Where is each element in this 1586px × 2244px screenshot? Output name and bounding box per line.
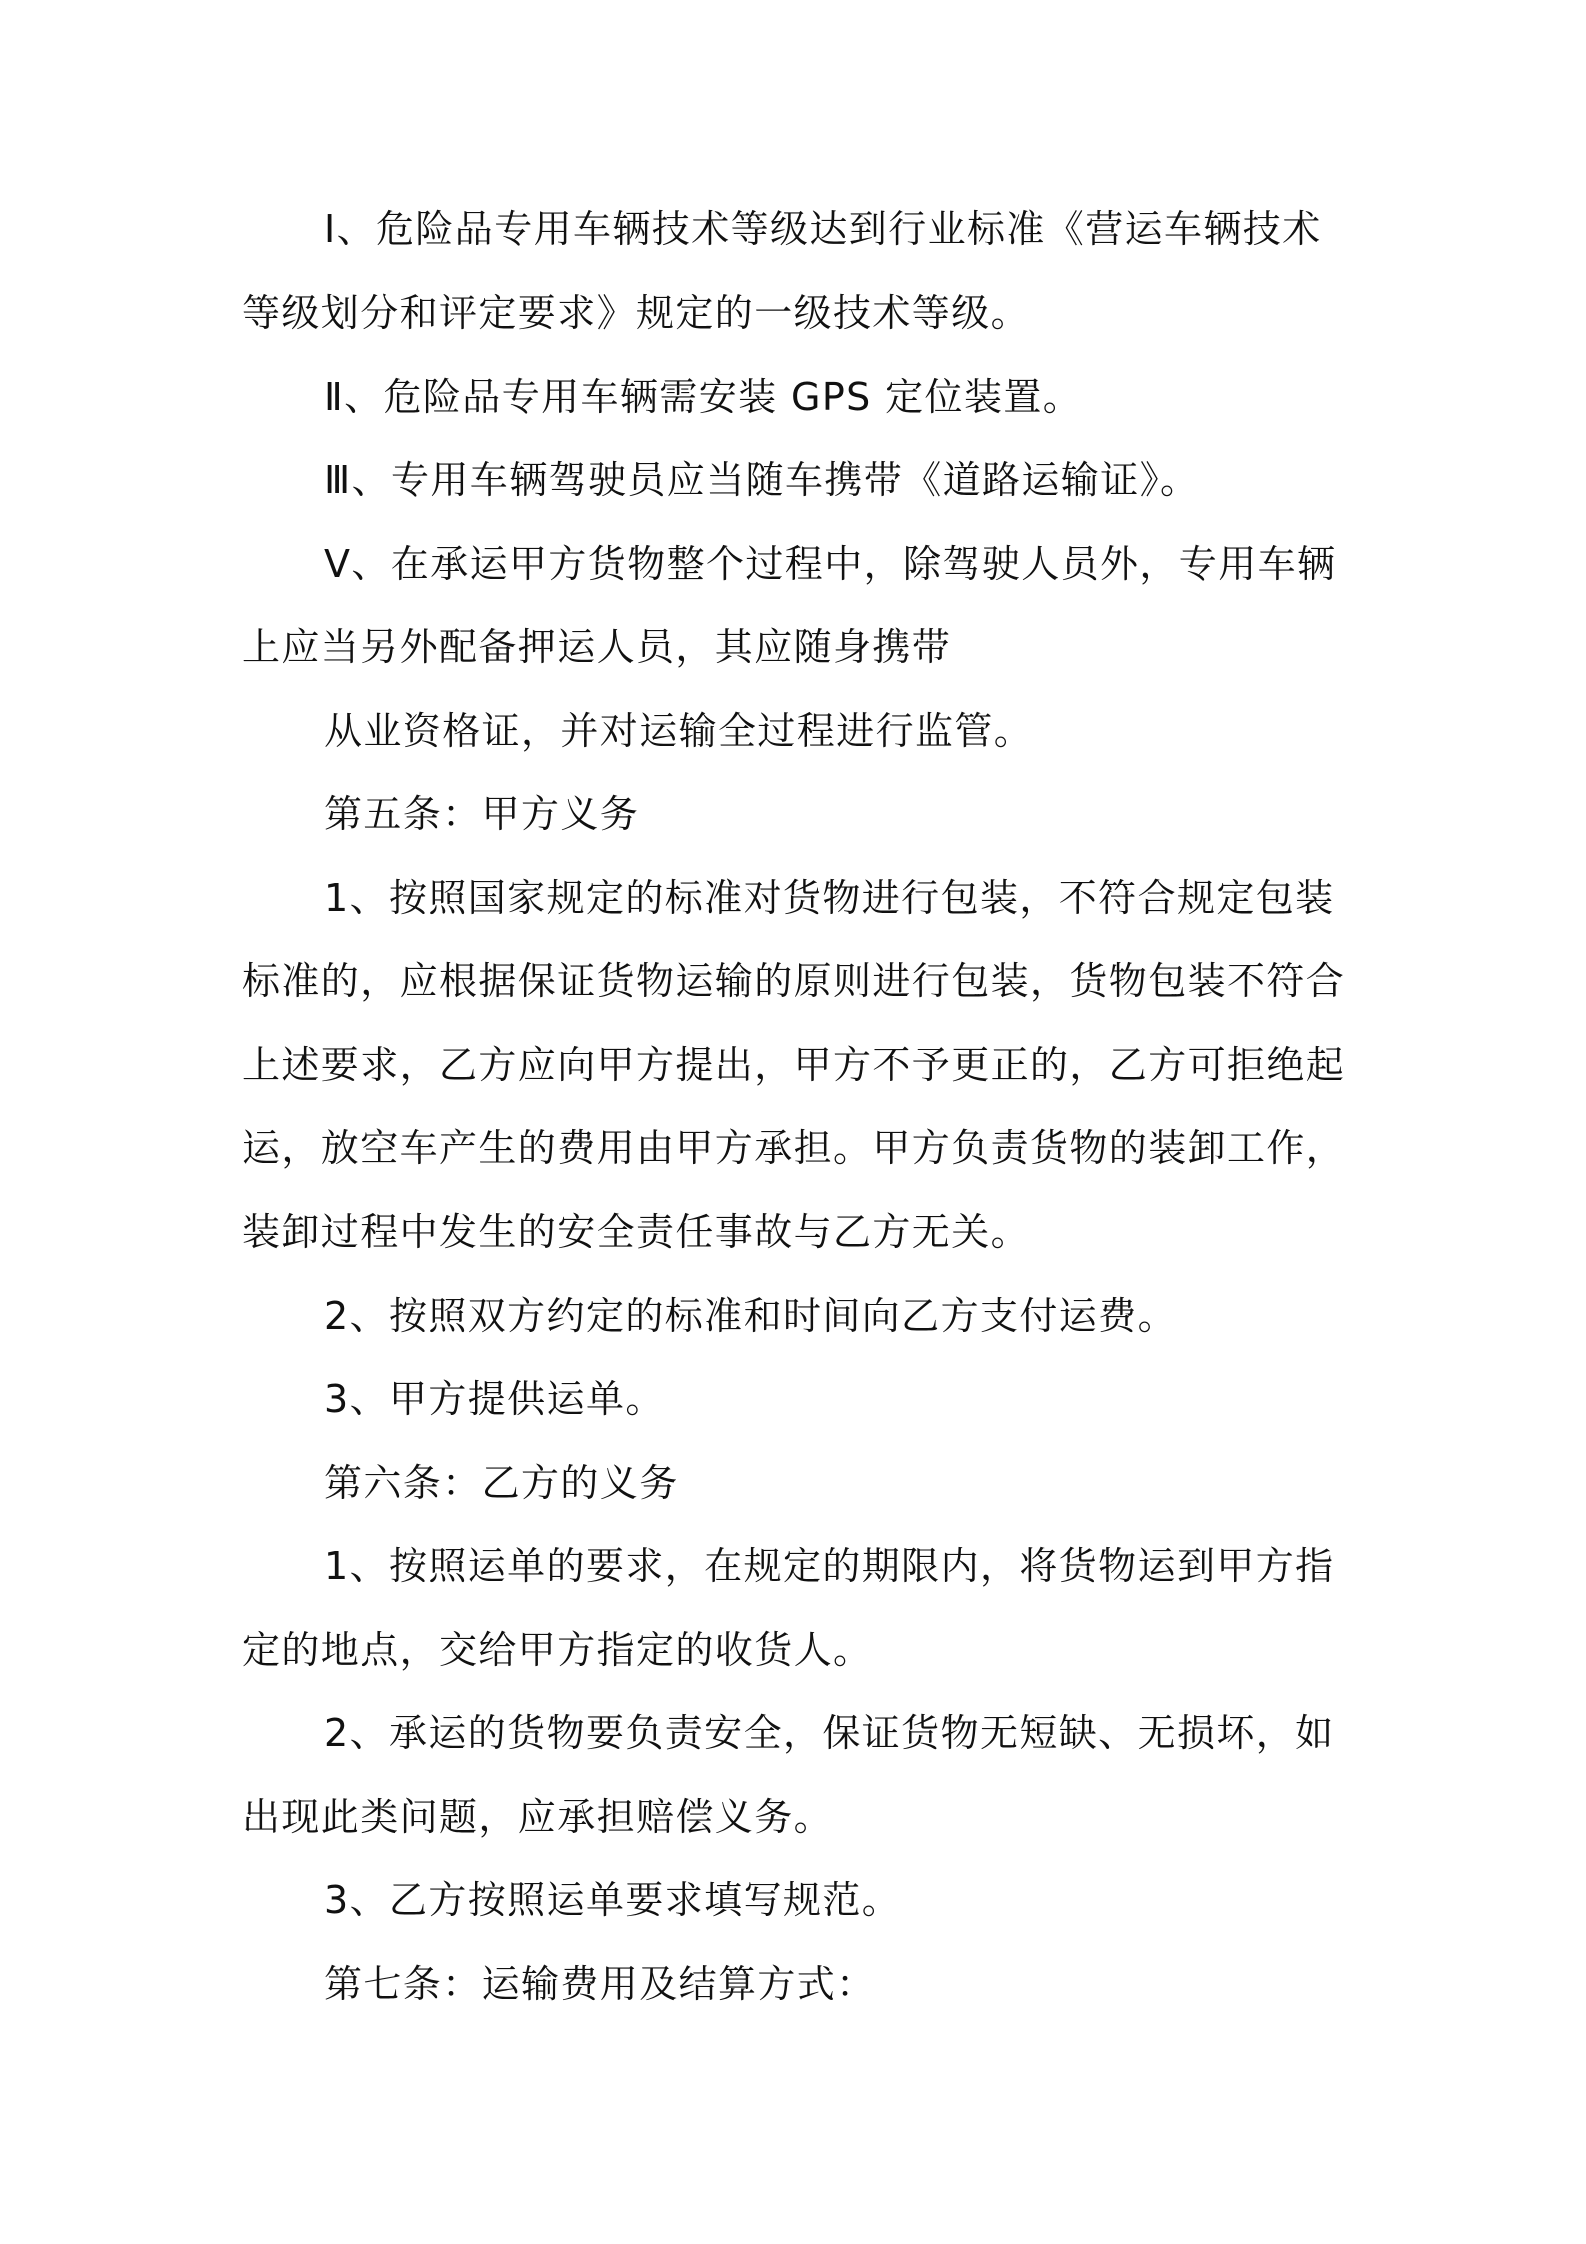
clause-1-line-2: 等级划分和评定要求》规定的一级技术等级。 <box>242 291 1031 335</box>
article-6-heading: 第六条：乙方的义务 <box>324 1461 679 1505</box>
article-5-item-1-line-2: 标准的，应根据保证货物运输的原则进行包装，货物包装不符合 <box>242 959 1346 1003</box>
article-5-item-1-line-3: 上述要求，乙方应向甲方提出，甲方不予更正的，乙方可拒绝起 <box>242 1043 1346 1087</box>
article-5-item-1-line-1: 1、按照国家规定的标准对货物进行包装，不符合规定包装 <box>324 876 1335 920</box>
clause-1-line-1: Ⅰ、危险品专用车辆技术等级达到行业标准《营运车辆技术 <box>324 207 1322 251</box>
article-5-heading: 第五条：甲方义务 <box>324 792 640 836</box>
article-5-item-3: 3、甲方提供运单。 <box>324 1377 665 1421</box>
article-7-heading: 第七条：运输费用及结算方式： <box>324 1962 876 2006</box>
clause-5-line-3: 从业资格证，并对运输全过程进行监管。 <box>324 709 1034 753</box>
clause-5-line-2: 上应当另外配备押运人员，其应随身携带 <box>242 625 952 669</box>
article-5-item-2: 2、按照双方约定的标准和时间向乙方支付运费。 <box>324 1294 1177 1338</box>
article-6-item-3: 3、乙方按照运单要求填写规范。 <box>324 1878 902 1922</box>
clause-2-line: Ⅱ、危险品专用车辆需安装 GPS 定位装置。 <box>324 375 1083 419</box>
article-5-item-1-line-4: 运，放空车产生的费用由甲方承担。甲方负责货物的装卸工作， <box>242 1126 1346 1170</box>
article-6-item-1-line-2: 定的地点，交给甲方指定的收货人。 <box>242 1628 873 1672</box>
clause-3-line: Ⅲ、专用车辆驾驶员应当随车携带《道路运输证》。 <box>324 458 1200 502</box>
article-5-item-1-line-5: 装卸过程中发生的安全责任事故与乙方无关。 <box>242 1210 1031 1254</box>
article-6-item-2-line-2: 出现此类问题，应承担赔偿义务。 <box>242 1795 834 1839</box>
article-6-item-1-line-1: 1、按照运单的要求，在规定的期限内，将货物运到甲方指 <box>324 1544 1335 1588</box>
clause-5-line-1: Ⅴ、在承运甲方货物整个过程中，除驾驶人员外，专用车辆 <box>324 542 1337 586</box>
article-6-item-2-line-1: 2、承运的货物要负责安全，保证货物无短缺、无损坏，如 <box>324 1711 1335 1755</box>
